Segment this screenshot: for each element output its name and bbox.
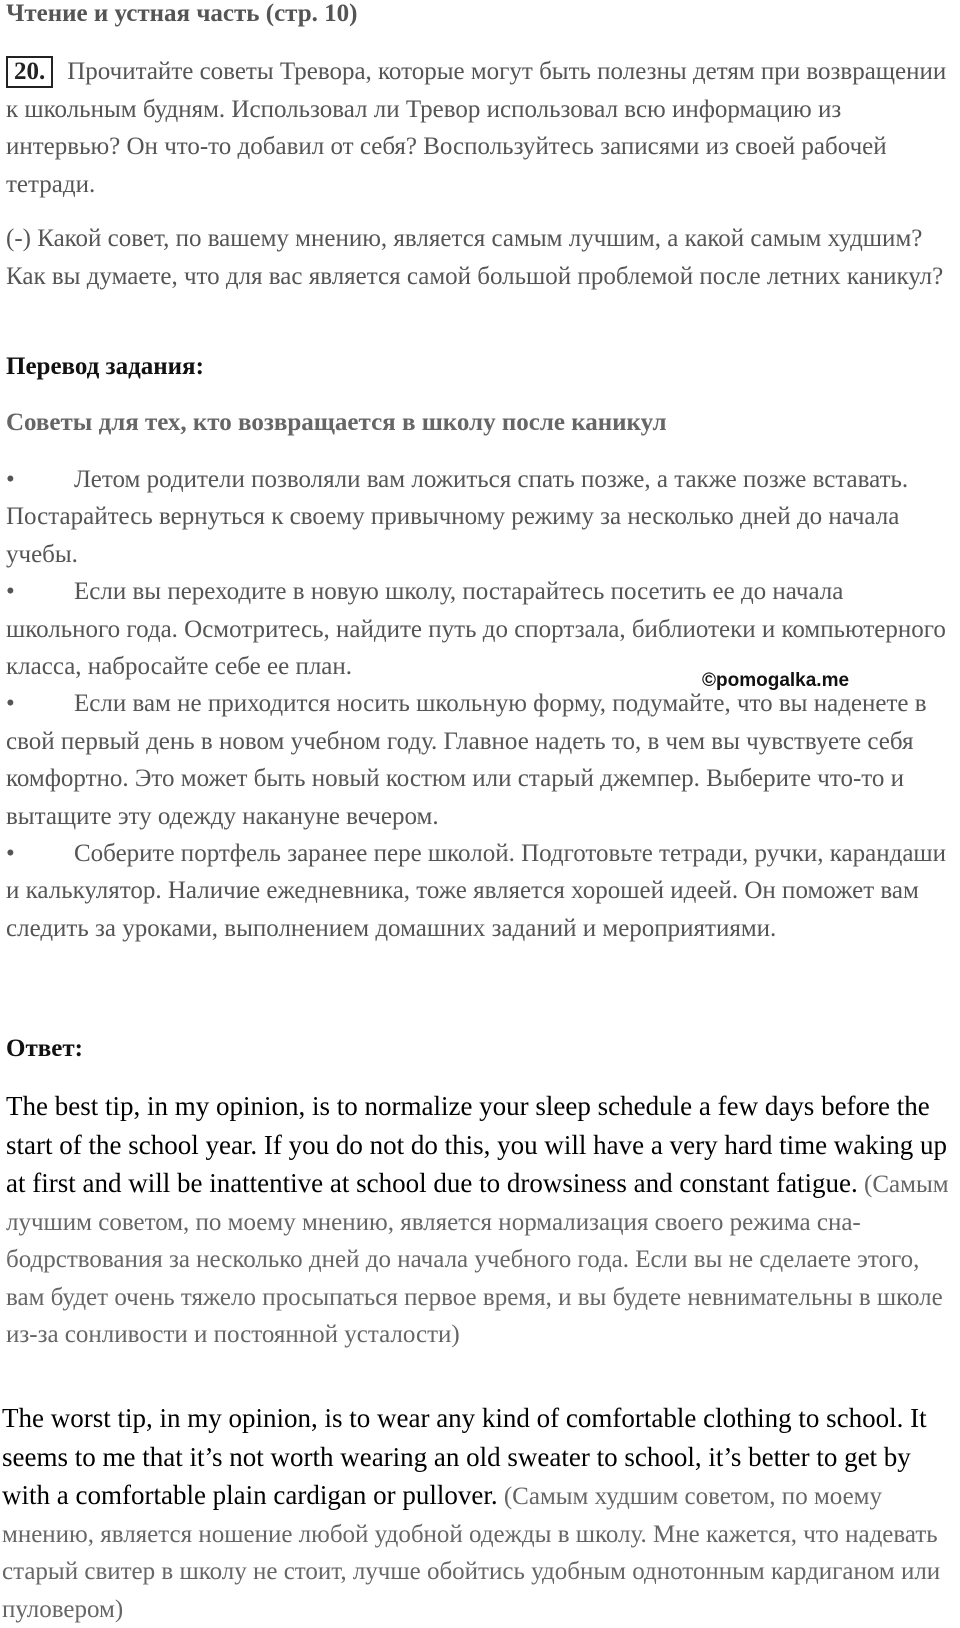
list-item: • Если вам не приходится носить школьную форму, подумайте, что вы наденете в свой первый день в новом учебном году. Главное надеть то, в чем вы чувствуете себя комфортно. Это может быть новый костюм или старый джемпер. Выберите что-то и вытащите эту одежду накануне вечером. <box>6 685 951 835</box>
answer-worst-en: The worst tip, in my opinion, is to wear any kind of comfortable clothing to school. It seems to me that it’s not worth wearing an old sweater to school, it’s better to get by with a comfortable plain cardigan or pullover. <box>2 1403 927 1510</box>
list-item: • Соберите портфель заранее пере школой. Подготовьте тетради, ручки, карандаши и калькулятор. Наличие ежедневника, тоже является хорошей идеей. Он поможет вам следить за уроками, выполнением домашних заданий и мероприятиями. <box>6 835 951 947</box>
answer-best-en: The best tip, in my opinion, is to normalize your sleep schedule a few days before the start of the school year. If you do not do this, you will have a very hard time waking up at first and will be inattentive at school due to drowsiness and constant fatigue. <box>6 1091 948 1198</box>
bullet-icon: • <box>6 690 15 718</box>
bullet-icon: • <box>6 840 15 868</box>
section-title: Чтение и устная часть (стр. 10) <box>6 0 358 27</box>
task-number: 20. <box>6 56 53 88</box>
task-text: Прочитайте советы Тревора, которые могут быть полезны детям при возвращении к школьным будням. Использовал ли Тревор использовал всю информацию из интервью? Он что-то добавил от себя? Воспользуйтесь записями из своей рабочей тетради. <box>6 58 947 198</box>
translation-subheading: Советы для тех, кто возвращается в школу после каникул <box>6 409 667 436</box>
task-extra-paragraph: (-) Какой совет, по вашему мнению, является самым лучшим, а какой самым худшим? Как вы думаете, что для вас является самой большой проблемой после летних каникул? <box>6 225 944 290</box>
list-item: • Летом родители позволяли вам ложиться спать позже, а также позже вставать. Постарайтесь вернуться к своему привычному режиму за несколько дней до начала учебы. <box>6 461 951 573</box>
answer-heading: Ответ: <box>6 1035 83 1062</box>
tips-list <box>6 461 951 947</box>
bullet-icon: • <box>6 466 15 493</box>
answer-best-paragraph <box>6 1088 951 1354</box>
list-item: • Если вы переходите в новую школу, постарайтесь посетить ее до начала школьного года. Осмотритесь, найдите путь до спортзала, библиотеки и компьютерного класса, набросайте себе ее план. <box>6 573 951 685</box>
watermark: ©pomogalka.me <box>702 670 850 691</box>
answer-worst-paragraph <box>2 1400 952 1628</box>
task-paragraph <box>6 53 951 203</box>
answer-worst-ru: (Самым худшим советом, по моему мнению, является ношение любой удобной одежды в школу. Мне кажется, что надевать старый свитер в школу не стоит, лучше обойтись удобным однотонным кардиганом или пуловером) <box>2 1483 941 1623</box>
translation-heading: Перевод задания: <box>6 353 204 380</box>
answer-best-ru: (Самым лучшим советом, по моему мнению, является нормализация своего режима сна-бодрствования за несколько дней до начала учебного года. Если вы не сделаете этого, вам будет очень тяжело просыпаться первое время, и вы будете невнимательны в школе из-за сонливости и постоянной усталости) <box>6 1171 949 1348</box>
bullet-icon: • <box>6 578 15 606</box>
